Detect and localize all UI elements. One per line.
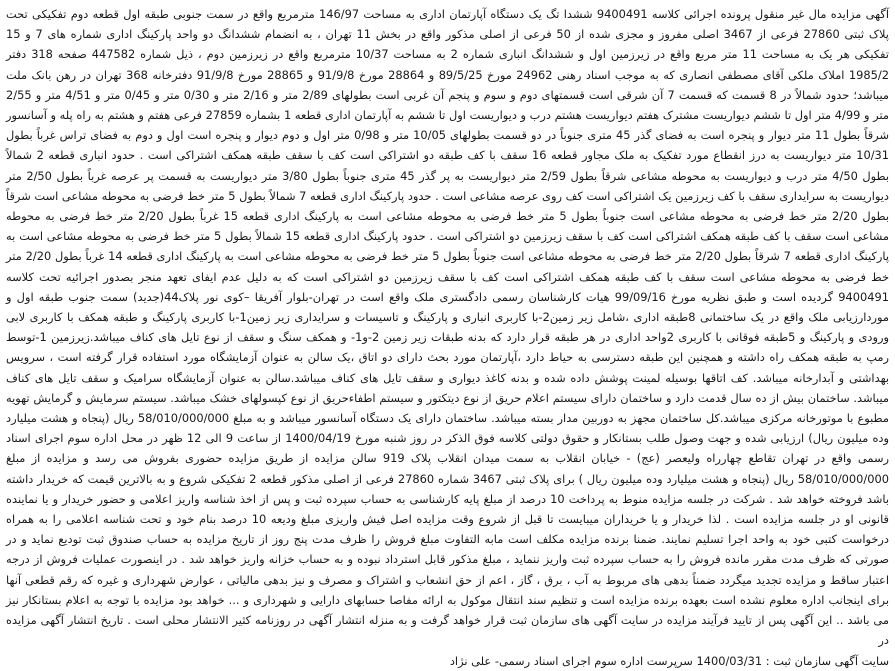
notice-body-text: آگهی مزایده مال غیر منقول پرونده اجرائی کلاسه 9400491 ششدا تگ یک دستگاه آپارتمان اداری به مساحت 146/97 مترمربع واقع در سمت جنوبی طبقه اول قطعه دوم تفکیکی تحت پلاک ثبتی 27860 فرعی از 3467 اصلی مفروز و مجزی شده از 50 فرعی از اصلی مذکور واقع در بخش 11 تهران ، به انضمام ششدانگ دو واحد پارکینگ اداری شماره های 7 و 15 تفکیکی هر یک به مساحت 11 متر مربع واقع در زیرزمین اول و ششدانگ انباری شماره 2 به مساحت 10/37 مترمربع واقع در زیرزمین دوم ، ذیل شماره 447582 صفحه 318 دفتر 1985/2 املاک ملکی آقای مصطفی انصاری که به موجب اسناد رهنی 24962 مورخ 89/5/25 و 28864 مورخ 91/9/8 و 28865 مورخ 91/9/8 دفترخانه 368 تهران در رهن بانک ملت میباشد؛ حدود شمالاً در 8 قسمت که قسمت 7 آن شرقی است قسمتهای دوم و سوم و پنجم آن غربی است بطولهای 2/89 متر و 2/16 متر و 0/30 متر و 0/45 متر و 4/51 متر و 2/55 متر و 4/99 متر اول تا ششم دیواریست مشترک هفتم دیواریست هشتم درب و دیواریست اول تا ششم به آپارتمان اداری قطعه 1 بشماره 27859 فرعی هفتم و هشتم به راه پله و آسانسور شرقاً بطول 11 متر دیوار و پنجره است به فضای گذر 45 متری جنوباً در دو قسمت بطولهای 10/05 متر و 0/98 متر اول و دوم دیوار و پنجره است اول و دوم به فضای تراس غرباً بطول 10/31 متر دیواریست به درز انقطاع مورد تفکیک به ملک مجاور قطعه 16 سقف با کف طبقه دو اشتراکی است کف با سقف طبقه همکف اشتراکی است . حدود انباری قطعه 2 شمالاً بطول 4/50 متر درب و دیواریست به محوطه مشاعی شرقاً بطول 2/59 متر دیواریست به پر گذر 45 متری جنوباً بطول 3/80 متر دیواریست به قسمت پر عرصه غرباً بطول 2/50 متر دیواریست به سرایداری سقف با کف زیرزمین یک اشتراکی است کف روی عرصه مشاعی است . حدود پارکینگ اداری قطعه 7 شمالاً بطول 5 متر خط فرضی به محوطه مشاعی است شرقاً بطول 2/20 متر خط فرضی به محوطه مشاعی است جنوباً بطول 5 متر خط فرضی به محوطه مشاعی است به پارکینگ اداری قطعه 15 غرباً بطول 2/20 متر خط فرضی به محوطه مشاعی است سقف با کف طبقه همکف اشتراکی است کف با سقف زیرزمین دو اشتراکی است . حدود پارکینگ اداری قطعه 15 شمالاً بطول 5 متر خط فرضی به محوطه مشاعی است به پارکینگ اداری قطعه 7 شرقاً بطول 2/20 متر خط فرضی به محوطه مشاعی است جنوباً بطول 5 متر خط فرضی به محوطه مشاعی است به پارکینگ اداری قطعه 14 غرباً بطول 2/20 متر خط فرضی به محوطه مشاعی است سقف با کف طبقه همکف اشتراکی است کف با سقف زیرزمین دو اشتراکی است که به دلیل عدم ایفای تعهد منجر بصدور اجرائیه تحت کلاسه 9400491 گردیده است و طبق نظریه مورخ 99/09/16 هیات کارشناسان رسمی دادگستری ملک واقع است در تهران-بلوار آفریقا –کوی نور پلاک44(جدید) سمت جنوب طبقه اول و موردارزیابی ملک واقع در یک ساختمانی 8طبقه اداری ،شامل زیر زمین2-با کاربری انباری و پارکینگ و تاسیسات و سرایداری زیر زمین1-با کاربری پارکینگ و طبقه همکف با کاربری لابی ورودی و پارکینگ و 5طبقه فوقانی با کاربری 2واحد اداری در هر طبقه قرار دارد که بدنه طبقات زیر زمین 2-و1- و همکف سنگ و سقف از نوع تایل های کناف میباشد.زیرزمین 1-توسط رمپ به طبقه همکف راه داشته و همچنین این طبقه دسترسی به حیاط دارد ،آپارتمان مورد بحث دارای دو اتاق ،یک سالن به عنوان آزمایشگاه مورد استفاده قرار گرفته است ، سرویس بهداشتی و آبدارخانه میباشد. کف اتاقها بوسیله لمینت پوشش داده شده و بدنه کاغذ دیواری و سقف تایل های کناف میباشد.سالن به عنوان آزمایشگاه سرامیک و سقف تایل های کناف میباشد. ساختمان بیش از ده سال قدمت دارد و ساختمان دارای سیستم اعلام حریق از نوع دیتکتور و سیستم اطفاءحریق از نوع کپسولهای خشک میباشد. سیستم سرمایش و گرمایش تهویه مطبوع با موتورخانه مرکزی میباشد.کل ساختمان مجهز به دوربین مدار بسته میباشد. ساختمان دارای یک دستگاه آسانسور میباشد و به مبلغ 58/010/000/000 ریال (پنجاه و هشت میلیارد وده میلیون ریال) ارزیابی شده و جهت وصول طلب بستانکار و حقوق دولتی کلاسه فوق الذکر در روز شنبه مورخ 1400/04/19 از ساعت 9 الی 12 ظهر در محل اداره سوم اجرای اسناد رسمی واقع در تهران تقاطع چهارراه ولیعصر (عج) - خیابان انقلاب به سمت میدان انقلاب پلاک 919 سالن مزایده از طریق مزایده حضوری بفروش می رسد و مزایده از مبلغ 58/010/000/000 ریال (پنجاه و هشت میلیارد وده میلیون ریال ) برای پلاک ثبتی 3467 شماره 27860 فرعی از اصلی مذکور قطعه 2 تفکیکی شروع و به بالاترین قیمت که خریدار داشته باشد فروخته خواهد شد . شرکت در جلسه مزایده منوط به پرداخت 10 درصد از مبلغ پایه کارشناسی به حساب سپرده ثبت و پس از اخذ شناسه واریز اعلامی و حضور خریدار و یا نماینده قانونی او در جلسه مزایده است . لذا خریدار و یا خریداران میبایست تا قبل از شروع وقت مزایده اصل فیش واریزی مبلغ ودیعه 10 درصد بنام خود و تحت شناسه اعلامی را به همراه درخواست کتبی خود به واحد اجرا تسلیم نمایند. ضمنا برنده مزایده مکلف است مابه التفاوت مبلغ فروش را ظرف مدت پنج روز از تاریخ مزایده به حساب صندوق ثبت تودیع نماید و در صورتی که ظرف مدت مقرر مانده فروش را به حساب سپرده ثبت واریز ننماید ، مبلغ مذکور قابل استرداد نبوده و به حساب خزانه واریز خواهد شد . در اینصورت عملیات فروش از درجه اعتبار ساقط و مزایده تجدید میگردد ضمناً بدهی های مربوط به آب ، برق ، گاز ، اعم از حق انشعاب و اشتراک و مصرف و نیز بدهی مالیاتی ، عوارض شهرداری و غیره که رقم قطعی آنها برای اینجانب اداره معلوم نشده است بعهده برنده مزایده است و تنظیم سند انتقال موکول به ارائه مفاصا حسابهای دارایی و شهرداری و ... خواهد بود مزایده با توجه به اعلام بستانکار نیز می باشد .. این آگهی پس از تایید فرآیند مزایده در سایت آگهی های سازمان ثبت قرار خواهد گرفت و به منزله انتشار آگهی در روزنامه کثیر الانتشار محلی است . تاریخ انتشار آگهی مزایده در (6, 7, 890, 648)
notice-footer-line: سایت آگهی سازمان ثبت : 1400/03/31 سرپرست اداره سوم اجرای اسناد رسمی- علی نژاد (449, 653, 889, 668)
